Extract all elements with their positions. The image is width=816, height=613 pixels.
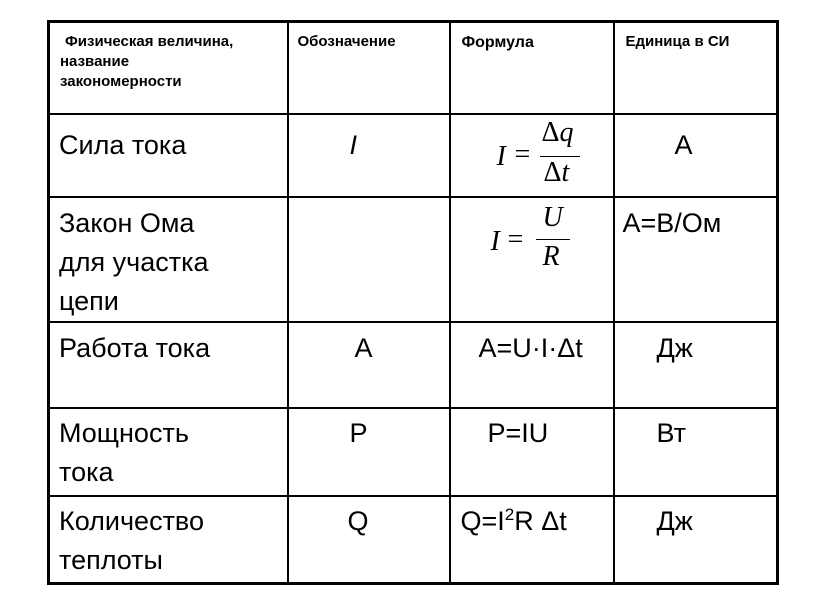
quantity-cell xyxy=(49,496,288,584)
formula-text xyxy=(461,502,567,541)
header-quantity xyxy=(49,22,288,114)
denominator-var: R xyxy=(542,240,560,272)
symbol-cell xyxy=(288,197,450,322)
header-quantity-line3: закономерности xyxy=(60,73,182,90)
unit-cell xyxy=(614,408,778,496)
quantity-name-line2: тока xyxy=(59,456,114,487)
formula-cell xyxy=(450,408,614,496)
unit-cell xyxy=(614,496,778,584)
formula-numerator xyxy=(543,202,563,234)
quantity-cell xyxy=(49,322,288,408)
header-symbol-text: Обозначение xyxy=(297,33,396,50)
denominator-delta: Δ xyxy=(543,156,562,188)
symbol-cell xyxy=(288,114,450,197)
symbol-text: Р xyxy=(349,417,368,448)
header-unit-text: Единица в СИ xyxy=(625,33,730,50)
symbol-cell xyxy=(288,322,450,408)
formula-denominator xyxy=(544,157,570,189)
header-row xyxy=(49,22,778,114)
numerator-var: U xyxy=(542,201,563,233)
physics-table xyxy=(47,20,779,585)
formula-text: Р=IU xyxy=(487,417,549,448)
quantity-cell xyxy=(49,114,288,197)
table-row xyxy=(49,114,778,197)
header-quantity-line1: Физическая величина, xyxy=(65,33,234,50)
header-unit xyxy=(614,22,778,114)
symbol-cell xyxy=(288,408,450,496)
unit-text: Вт xyxy=(656,417,686,448)
unit-text: А xyxy=(674,129,693,160)
formula-denominator xyxy=(543,241,560,273)
quantity-name-line1: Закон Ома xyxy=(59,207,195,238)
symbol-text: Q xyxy=(347,505,369,536)
numerator-var: q xyxy=(559,116,574,148)
quantity-name-line2: теплоты xyxy=(59,544,163,575)
quantity-name-line3: цепи xyxy=(59,285,119,316)
formula-fraction xyxy=(490,201,601,281)
table-row xyxy=(49,496,778,584)
formula-cell xyxy=(450,114,614,197)
table-row xyxy=(49,322,778,408)
quantity-cell xyxy=(49,197,288,322)
unit-text: Дж xyxy=(656,332,693,363)
formula-pre: Q=I xyxy=(460,505,505,536)
numerator-delta: Δ xyxy=(541,116,560,148)
unit-text: А=В/Ом xyxy=(622,207,722,238)
symbol-text: I xyxy=(349,129,358,160)
quantity-name-line2: для участка xyxy=(59,246,209,277)
formula-cell xyxy=(450,496,614,584)
table-row xyxy=(49,197,778,322)
formula-lhs: I xyxy=(490,225,500,257)
formula-text: А=U·I·Δt xyxy=(478,332,583,363)
formula-numerator xyxy=(542,117,574,149)
formula-fraction xyxy=(496,116,607,194)
denominator-var: t xyxy=(561,156,570,188)
unit-cell xyxy=(614,197,778,322)
unit-cell xyxy=(614,322,778,408)
quantity-name-line1: Количество xyxy=(59,505,204,536)
table-row xyxy=(49,408,778,496)
formula-equals: = xyxy=(514,138,531,170)
formula-cell xyxy=(450,322,614,408)
formula-exponent: 2 xyxy=(504,504,515,524)
unit-cell xyxy=(614,114,778,197)
unit-text: Дж xyxy=(656,505,693,536)
symbol-text: А xyxy=(354,332,373,363)
quantity-name: Сила тока xyxy=(59,129,187,160)
header-quantity-line2: название xyxy=(60,53,130,70)
quantity-cell xyxy=(49,408,288,496)
header-symbol xyxy=(288,22,450,114)
symbol-cell xyxy=(288,496,450,584)
formula-lhs: I xyxy=(496,140,506,172)
quantity-name-line1: Мощность xyxy=(59,417,189,448)
header-formula-text: Формула xyxy=(461,34,534,51)
header-formula xyxy=(450,22,614,114)
quantity-name: Работа тока xyxy=(59,332,211,363)
formula-equals: = xyxy=(507,223,524,255)
formula-post: R Δt xyxy=(514,505,567,536)
formula-cell xyxy=(450,197,614,322)
